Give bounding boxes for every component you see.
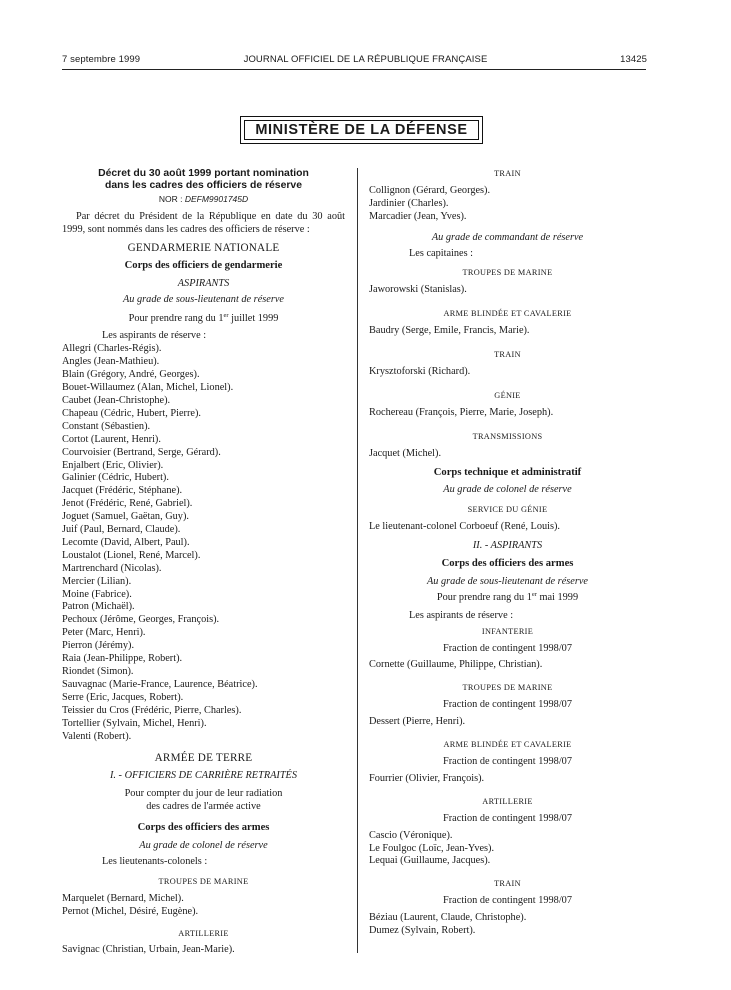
list-item: Caubet (Jean-Christophe). xyxy=(62,394,171,406)
journal-title: JOURNAL OFFICIEL DE LA RÉPUBLIQUE FRANÇAISE xyxy=(243,54,488,65)
troupes-marine-list xyxy=(62,893,345,919)
list-item: Collignon (Gérard, Georges). xyxy=(369,184,491,196)
list-item: Peter (Marc, Henri). xyxy=(62,627,146,639)
fraction-troupes-marine: Fraction de contingent 1998/07 xyxy=(443,699,572,711)
list-item: Béziau (Laurent, Claude, Christophe). xyxy=(369,912,527,924)
r-genie-list xyxy=(369,407,646,420)
gendarmerie-heading: GENDARMERIE NATIONALE xyxy=(127,241,280,254)
list-item: Lequai (Guillaume, Jacques). xyxy=(369,855,491,867)
r-train-2-heading: TRAIN xyxy=(494,350,521,360)
r-corps-armes-heading: Corps des officiers des armes xyxy=(441,558,574,570)
r-transmissions-list xyxy=(369,448,646,461)
list-item: Juif (Paul, Bernard, Claude). xyxy=(62,524,181,536)
list-item: Savignac (Christian, Urbain, Jean-Marie). xyxy=(62,944,235,956)
list-item: Martrenchard (Nicolas). xyxy=(62,562,162,574)
nor-label: NOR : xyxy=(158,194,183,205)
nor-value: DEFM9901745D xyxy=(184,194,249,205)
list-item: Joguet (Samuel, Gaëtan, Guy). xyxy=(62,511,189,523)
r-troupes-marine-list xyxy=(369,284,646,297)
armee-terre-heading: ARMÉE DE TERRE xyxy=(154,752,253,765)
aspirants-intro: Les aspirants de réserve : xyxy=(102,330,207,342)
gendarmerie-corps-heading: Corps des officiers de gendarmerie xyxy=(124,259,283,271)
list-item: Mercier (Lilian). xyxy=(62,575,132,587)
list-item: Enjalbert (Eric, Olivier). xyxy=(62,459,164,471)
r-abc-heading: ARME BLINDÉE ET CAVALERIE xyxy=(443,309,572,319)
list-item: Lecomte (David, Albert, Paul). xyxy=(62,536,190,548)
r-rank-date-prefix: Pour prendre rang du 1 xyxy=(436,591,532,603)
radiation-line-2: des cadres de l'armée active xyxy=(146,801,261,813)
list-item: Pernot (Michel, Désiré, Eugène). xyxy=(62,905,199,917)
infanterie-list xyxy=(369,659,646,672)
list-item: Teissier du Cros (Frédéric, Pierre, Charles). xyxy=(62,704,242,716)
page-number: 13425 xyxy=(620,54,647,65)
list-item: Jacquet (Michel). xyxy=(369,447,442,459)
r-aspirants-intro: Les aspirants de réserve : xyxy=(409,609,514,621)
r-troupes-marine-heading: TROUPES DE MARINE xyxy=(462,268,553,278)
list-item: Marcadier (Jean, Yves). xyxy=(369,210,467,222)
service-genie-heading: SERVICE DU GÉNIE xyxy=(467,505,548,515)
fraction-train: Fraction de contingent 1998/07 xyxy=(443,895,572,907)
capitaines-intro: Les capitaines : xyxy=(409,247,474,259)
r-train-3-heading: TRAIN xyxy=(494,879,521,889)
list-item: Jacquet (Frédéric, Stéphane). xyxy=(62,485,183,497)
r-abc-2-list xyxy=(369,773,646,786)
r-grade-sous-lieutenant: Au grade de sous-lieutenant de réserve xyxy=(427,575,588,587)
list-item: Fourrier (Olivier, François). xyxy=(369,772,485,784)
list-item: Marquelet (Bernard, Michel). xyxy=(62,892,184,904)
list-item: Jaworowski (Stanislas). xyxy=(369,284,467,296)
decree-intro: Par décret du Président de la République en date du 30 août 1999, sont nommés dans les cadres des officiers de réserve : xyxy=(62,211,345,235)
train-1-heading: TRAIN xyxy=(494,169,521,178)
r-transmissions-heading: TRANSMISSIONS xyxy=(472,431,543,441)
list-item: Sauvagnac (Marie-France, Laurence, Béatrice). xyxy=(62,678,258,690)
r-troupes-marine-2-list xyxy=(369,716,646,729)
service-genie-list xyxy=(369,521,646,534)
r-train-3-list xyxy=(369,912,646,938)
radiation-line-1: Pour compter du jour de leur radiation xyxy=(124,788,283,800)
ministry-title: MINISTÈRE DE LA DÉFENSE xyxy=(255,122,468,138)
grade-commandant: Au grade de commandant de réserve xyxy=(431,231,584,243)
rank-date-suffix: juillet 1999 xyxy=(228,312,279,324)
aspirants-heading: ASPIRANTS xyxy=(177,277,230,289)
grade-colonel: Au grade de colonel de réserve xyxy=(139,839,268,851)
list-item: Allegri (Charles-Régis). xyxy=(62,343,162,355)
right-column xyxy=(369,168,646,938)
r-artillerie-heading: ARTILLERIE xyxy=(482,796,533,806)
list-item: Le Foulgoc (Loïc, Jean-Yves). xyxy=(369,842,495,854)
header-rule xyxy=(62,69,646,70)
list-item: Blain (Grégory, André, Georges). xyxy=(62,369,200,381)
list-item: Pechoux (Jérôme, Georges, François). xyxy=(62,614,220,626)
r-train-2-list xyxy=(369,366,646,379)
list-item: Courvoisier (Bertrand, Serge, Gérard). xyxy=(62,446,221,458)
list-item: Valenti (Robert). xyxy=(62,730,132,742)
train-1-list xyxy=(369,185,646,224)
list-item: Raia (Jean-Philippe, Robert). xyxy=(62,653,183,665)
decree-title-line-2: dans les cadres des officiers de réserve xyxy=(105,179,302,191)
nor-reference xyxy=(62,193,345,206)
list-item: Serre (Eric, Jacques, Robert). xyxy=(62,691,184,703)
list-item: Pierron (Jérémy). xyxy=(62,640,135,652)
fraction-abc: Fraction de contingent 1998/07 xyxy=(443,756,572,767)
list-item: Dessert (Pierre, Henri). xyxy=(369,716,466,728)
rank-date-prefix: Pour prendre rang du 1 xyxy=(128,312,224,324)
list-item: Moine (Fabrice). xyxy=(62,588,132,600)
list-item: Chapeau (Cédric, Hubert, Pierre). xyxy=(62,407,201,419)
page-date: 7 septembre 1999 xyxy=(62,54,141,65)
section-2-heading: II. - ASPIRANTS xyxy=(472,540,543,552)
corps-armes-heading: Corps des officiers des armes xyxy=(137,822,270,834)
list-item: Krysztoforski (Richard). xyxy=(369,365,471,377)
list-item: Dumez (Sylvain, Robert). xyxy=(369,925,476,937)
ministry-box xyxy=(240,116,483,144)
list-item: Angles (Jean-Mathieu). xyxy=(62,356,160,368)
list-item: Le lieutenant-colonel Corboeuf (René, Louis). xyxy=(369,521,561,533)
lt-colonels-intro: Les lieutenants-colonels : xyxy=(102,855,208,867)
decree-title-line-1: Décret du 30 août 1999 portant nomination xyxy=(98,168,309,179)
list-item: Galinier (Cédric, Hubert). xyxy=(62,472,169,484)
list-item: Jenot (Frédéric, René, Gabriel). xyxy=(62,498,193,510)
left-column xyxy=(62,168,345,957)
section-1-heading: I. - OFFICIERS DE CARRIÈRE RETRAITÉS xyxy=(109,770,297,782)
rank-date xyxy=(62,313,345,326)
fraction-artillerie: Fraction de contingent 1998/07 xyxy=(443,812,572,824)
artillerie-list xyxy=(62,944,345,957)
list-item: Jardinier (Charles). xyxy=(369,197,449,209)
list-item: Cortot (Laurent, Henri). xyxy=(62,433,161,445)
list-item: Cascio (Véronique). xyxy=(369,829,453,841)
list-item: Tortellier (Sylvain, Michel, Henri). xyxy=(62,717,207,729)
troupes-marine-heading: TROUPES DE MARINE xyxy=(158,876,249,886)
r-rank-date-suffix: mai 1999 xyxy=(536,591,579,603)
list-item: Patron (Michaël). xyxy=(62,601,135,613)
r-rank-date-sup: er xyxy=(531,590,537,598)
grade-sous-lieutenant: Au grade de sous-lieutenant de réserve xyxy=(123,293,284,305)
list-item: Loustalot (Lionel, René, Marcel). xyxy=(62,549,201,561)
r-artillerie-list xyxy=(369,830,646,869)
artillerie-heading: ARTILLERIE xyxy=(178,928,229,938)
list-item: Cornette (Guillaume, Philippe, Christian). xyxy=(369,659,543,671)
r-genie-heading: GÉNIE xyxy=(494,390,521,400)
list-item: Baudry (Serge, Emile, Francis, Marie). xyxy=(369,325,530,337)
r-abc-2-heading: ARME BLINDÉE ET CAVALERIE xyxy=(443,740,572,750)
r-rank-date xyxy=(369,592,646,605)
list-item: Bouet-Willaumez (Alan, Michel, Lionel). xyxy=(62,382,234,394)
fraction-infanterie: Fraction de contingent 1998/07 xyxy=(443,642,572,654)
r-grade-colonel: Au grade de colonel de réserve xyxy=(443,484,572,496)
infanterie-heading: INFANTERIE xyxy=(481,626,534,636)
column-separator xyxy=(357,168,358,953)
list-item: Constant (Sébastien). xyxy=(62,420,151,432)
aspirants-list xyxy=(62,343,345,743)
corps-technique-heading: Corps technique et administratif xyxy=(433,466,582,478)
list-item: Rochereau (François, Pierre, Marie, Joseph). xyxy=(369,406,554,418)
list-item: Riondet (Simon). xyxy=(62,666,134,677)
rank-date-sup: er xyxy=(223,311,229,319)
r-abc-list xyxy=(369,325,646,338)
r-troupes-marine-2-heading: TROUPES DE MARINE xyxy=(462,683,553,693)
